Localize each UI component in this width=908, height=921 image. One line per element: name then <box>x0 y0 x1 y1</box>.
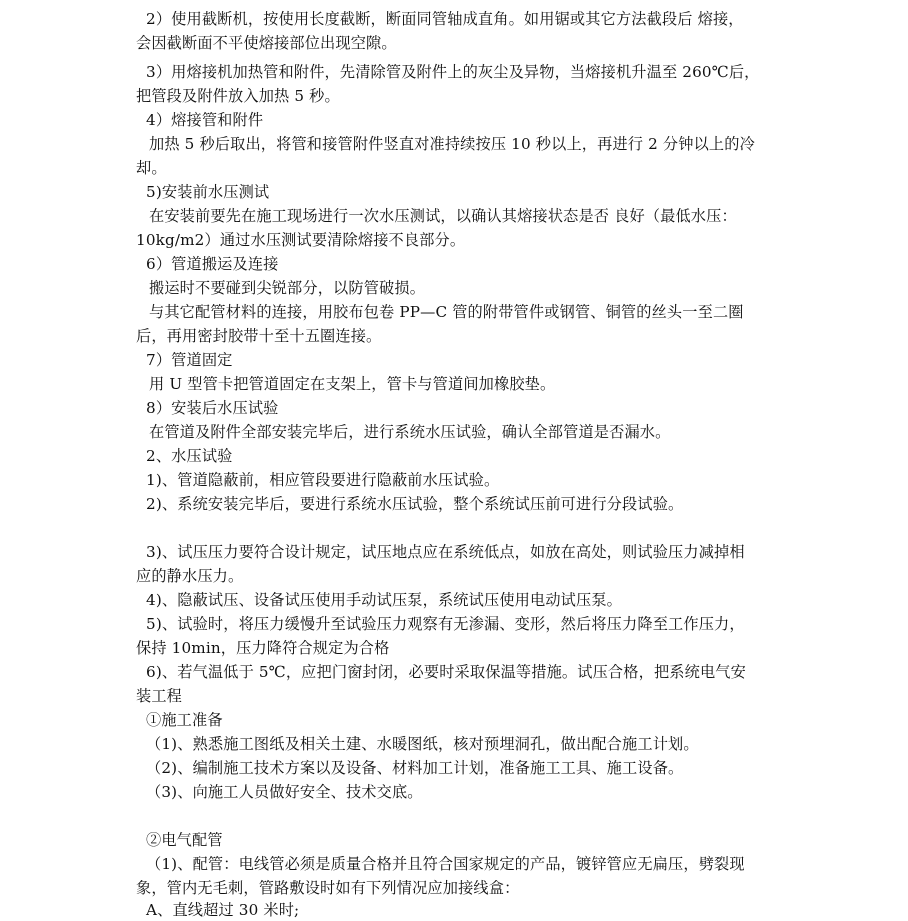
text-line-5: 4）熔接管和附件 <box>146 111 264 129</box>
text-line-32: （3)、向施工人员做好安全、技术交底。 <box>146 783 423 801</box>
text-line-3: 3）用熔接机加热管和附件，先清除管及附件上的灰尘及异物，当熔接机升温至 260℃后， <box>146 63 760 81</box>
text-line-9: 在安装前要先在施工现场进行一次水压测试，以确认其熔接状态是否 良好（最低水压： <box>149 207 737 225</box>
text-line-11: 6）管道搬运及连接 <box>146 255 279 273</box>
text-line-8: 5)安装前水压测试 <box>146 183 270 201</box>
text-line-30: （1)、熟悉施工图纸及相关土建、水暖图纸，核对预埋洞孔，做出配合施工计划。 <box>146 735 699 753</box>
text-line-24: 4)、隐蔽试压、设备试压使用手动试压泵，系统试压使用电动试压泵。 <box>146 591 623 609</box>
text-line-2: 会因截断面不平使熔接部位出现空隙。 <box>136 34 397 52</box>
text-line-12: 搬运时不要碰到尖锐部分，以防管破损。 <box>149 279 426 297</box>
text-line-7: 却。 <box>136 159 167 177</box>
text-line-15: 7）管道固定 <box>146 351 233 369</box>
text-line-17: 8）安装后水压试验 <box>146 399 279 417</box>
text-line-19: 2、水压试验 <box>146 447 233 465</box>
text-line-26: 保持 10min，压力降符合规定为合格 <box>136 639 390 657</box>
text-line-1: 2）使用截断机，按使用长度截断，断面同管轴成直角。如用锯或其它方法截段后 熔接， <box>146 10 744 28</box>
text-line-34: （1)、配管：电线管必须是质量合格并且符合国家规定的产品，镀锌管应无扁压，劈裂现 <box>146 855 745 873</box>
text-line-22: 3)、试压压力要符合设计规定，试压地点应在系统低点，如放在高处，则试验压力减掉相 <box>146 543 745 561</box>
text-line-20: 1)、管道隐蔽前，相应管段要进行隐蔽前水压试验。 <box>146 471 500 489</box>
text-line-28: 装工程 <box>136 687 183 705</box>
text-line-27: 6)、若气温低于 5℃，应把门窗封闭，必要时采取保温等措施。试压合格，把系统电气安 <box>146 663 746 681</box>
text-line-23: 应的静水压力。 <box>136 567 244 585</box>
text-line-14: 后，再用密封胶带十至十五圈连接。 <box>136 327 382 345</box>
text-line-6: 加热 5 秒后取出，将管和接管附件竖直对准持续按压 10 秒以上，再进行 2 分钟以上的冷 <box>149 135 755 153</box>
text-line-21: 2)、系统安装完毕后，要进行系统水压试验，整个系统试压前可进行分段试验。 <box>146 495 684 513</box>
text-line-16: 用 U 型管卡把管道固定在支架上，管卡与管道间加橡胶垫。 <box>149 375 556 393</box>
text-line-18: 在管道及附件全部安装完毕后，进行系统水压试验，确认全部管道是否漏水。 <box>149 423 671 441</box>
text-line-36: A、直线超过 30 米时; <box>146 901 300 919</box>
text-line-10: 10kg/m2）通过水压测试要清除熔接不良部分。 <box>136 231 466 249</box>
text-line-29: ①施工准备 <box>146 711 223 729</box>
text-line-13: 与其它配管材料的连接，用胶布包卷 PP—C 管的附带管件或钢管、铜管的丝头一至二圈 <box>149 303 744 321</box>
text-line-31: （2)、编制施工技术方案以及设备、材料加工计划，准备施工工具、施工设备。 <box>146 759 684 777</box>
text-line-4: 把管段及附件放入加热 5 秒。 <box>136 87 340 105</box>
text-line-33: ②电气配管 <box>146 831 223 849</box>
text-line-35: 象，管内无毛刺，管路敷设时如有下列情况应加接线盒： <box>136 879 520 897</box>
text-line-25: 5)、试验时，将压力缓慢升至试验压力观察有无渗漏、变形，然后将压力降至工作压力， <box>146 615 745 633</box>
